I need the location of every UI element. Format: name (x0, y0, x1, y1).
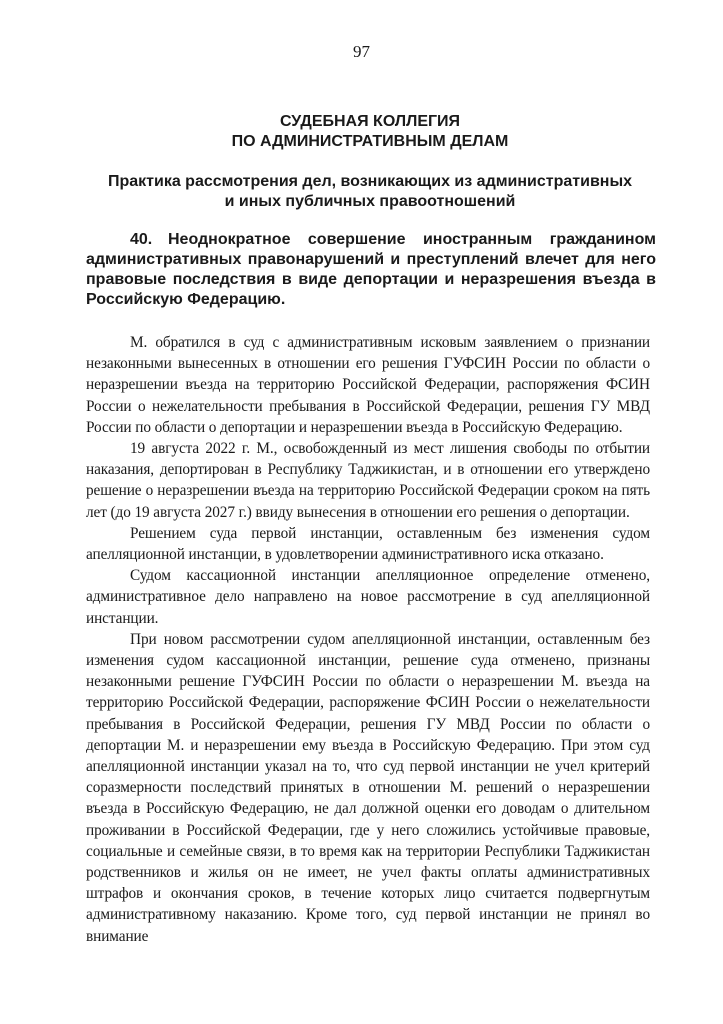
paragraph: При новом рассмотрении судом апелляционной инстанции, оставленным без изменения судом кассационной инстанции, решение суда отменено, признаны незаконными решение ГУФСИН России по области о неразрешении М. въезда на территорию Российской Федерации, распоряжение ФСИН России о нежелательности пребывания в Российской Федерации, решения ГУ МВД России по области о депортации М. и неразрешении ему въезда в Российскую Федерацию. При этом суд апелляционной инстанции указал на то, что суд первой инстанции не учел критерий соразмерности последствий принятых в отношении М. решений о неразрешении въезда в Российскую Федерацию, не дал должной оценки его доводам о длительном проживании в Российской Федерации, где у него сложились устойчивые правовые, социальные и семейные связи, в то время как на территории Республики Таджикистан родственников и жилья он не имеет, не учел факты оплаты административных штрафов и окончания сроков, в течение которых лицо считается подвергнутым административному наказанию. Кроме того, суд первой инстанции не принял во внимание (86, 630, 650, 945)
case-number: 40. (130, 231, 153, 248)
paragraph: М. обратился в суд с административным исковым заявлением о признании незаконными вынесенных в отношении его решения ГУФСИН России по области о неразрешении въезда на территорию Российской Федерации, распоряжения ФСИН России о нежелательности пребывания в Российской Федерации, решения ГУ МВД России по области о депортации и неразрешении въезда в Российскую Федерацию. (86, 334, 650, 436)
case-title-text: Неоднократное совершение иностранным гражданином административных правонарушений и преступлений влечет для него правовые последствия в виде депортации и неразрешения въезда в Российскую Федерацию. (86, 231, 656, 308)
collegium-heading-line-1: СУДЕБНАЯ КОЛЛЕГИЯ (279, 113, 461, 130)
paragraph: Решением суда первой инстанции, оставленным без изменения судом апелляционной инстанции, в удовлетворении административного иска отказано. (86, 524, 650, 564)
practice-heading-line-1: Практика рассмотрения дел, возникающих из административных (107, 173, 633, 190)
paragraph: Судом кассационной инстанции апелляционное определение отменено, административное дело направлено на новое рассмотрение в суд апелляционной инстанции. (86, 567, 650, 627)
collegium-heading-line-2: ПО АДМИНИСТРАТИВНЫМ ДЕЛАМ (231, 133, 509, 150)
page-number: 97 (353, 42, 370, 61)
paragraph: 19 августа 2022 г. М., освобожденный из мест лишения свободы по отбытии наказания, депортирован в Республику Таджикистан, и в отношении его утверждено решение о неразрешении въезда на территорию Российской Федерации сроком на пять лет (до 19 августа 2027 г.) ввиду вынесения в отношении его решения о депортации. (86, 440, 650, 521)
case-title (86, 230, 656, 310)
practice-heading-line-2: и иных публичных правоотношений (224, 193, 516, 210)
case-body (86, 332, 650, 947)
practice-heading (80, 172, 660, 212)
collegium-heading (80, 112, 660, 152)
